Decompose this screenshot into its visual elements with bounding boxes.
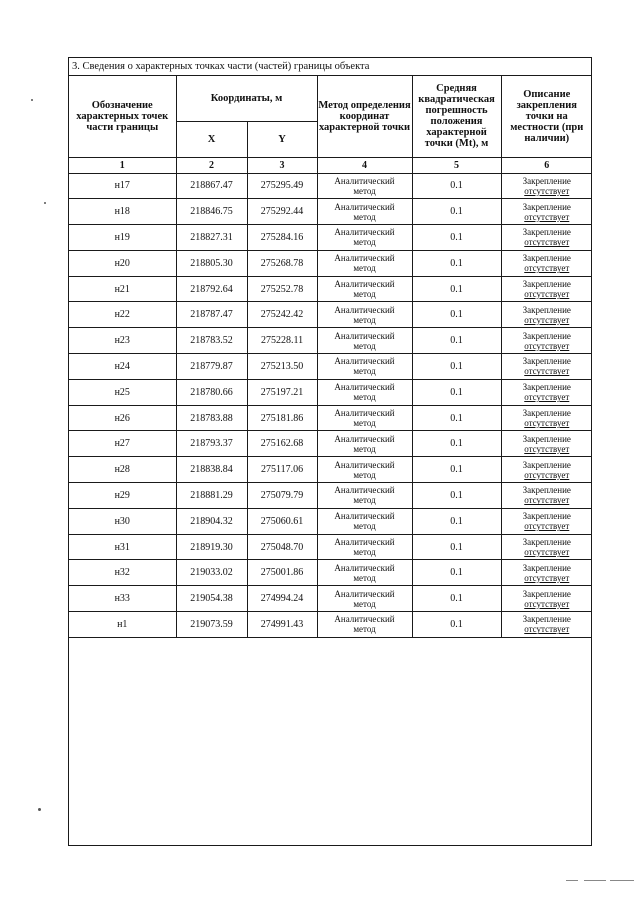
method-text: Аналитический — [334, 459, 395, 470]
description-text: Закрепление — [522, 175, 571, 186]
accuracy-value: 0.1 — [412, 199, 501, 225]
description-text: Закрепление — [522, 537, 571, 548]
point-name: н19 — [69, 225, 176, 251]
description-text: Закрепление — [522, 614, 571, 625]
description-cell — [501, 354, 592, 380]
description-text: Закрепление — [522, 433, 571, 444]
point-name: н28 — [69, 457, 176, 483]
coord-x: 218805.30 — [176, 250, 247, 276]
table-row — [69, 405, 592, 431]
scan-mark — [566, 880, 578, 881]
table-row — [69, 379, 592, 405]
method-text: метод — [353, 392, 376, 403]
scan-speck — [38, 808, 41, 811]
point-name: н23 — [69, 328, 176, 354]
method-text: метод — [353, 598, 376, 609]
method-text: метод — [353, 469, 376, 480]
description-cell — [501, 199, 592, 225]
method-cell — [317, 508, 412, 534]
point-name: н21 — [69, 276, 176, 302]
description-text: отсутствует — [524, 263, 570, 274]
description-text: Закрепление — [522, 253, 571, 264]
document-sheet — [68, 57, 592, 846]
description-cell — [501, 405, 592, 431]
coord-y: 275213.50 — [247, 354, 317, 380]
description-text: отсутствует — [524, 289, 570, 300]
coord-y: 275228.11 — [247, 328, 317, 354]
method-text: метод — [353, 521, 376, 532]
coord-y: 275001.86 — [247, 560, 317, 586]
description-text: Закрепление — [522, 227, 571, 238]
method-cell — [317, 431, 412, 457]
description-text: Закрепление — [522, 356, 571, 367]
header-point-designation: Обозначение характерных точек части границы — [69, 76, 176, 157]
method-cell — [317, 379, 412, 405]
description-text: Закрепление — [522, 588, 571, 599]
coord-x: 219033.02 — [176, 560, 247, 586]
coord-y: 275252.78 — [247, 276, 317, 302]
description-cell — [501, 328, 592, 354]
coord-y: 275060.61 — [247, 508, 317, 534]
point-name: н1 — [69, 612, 176, 638]
description-text: Закрепление — [522, 304, 571, 315]
accuracy-value: 0.1 — [412, 405, 501, 431]
method-text: Аналитический — [334, 227, 395, 238]
point-name: н17 — [69, 173, 176, 199]
description-text: Закрепление — [522, 562, 571, 573]
accuracy-value: 0.1 — [412, 173, 501, 199]
table-row — [69, 199, 592, 225]
description-text: отсутствует — [524, 624, 570, 635]
point-name: н27 — [69, 431, 176, 457]
table-row — [69, 560, 592, 586]
description-text: Закрепление — [522, 485, 571, 496]
table-row — [69, 586, 592, 612]
description-text: Закрепление — [522, 408, 571, 419]
point-name: н33 — [69, 586, 176, 612]
method-cell — [317, 405, 412, 431]
scan-speck — [44, 202, 46, 204]
scan-mark — [584, 880, 606, 881]
coord-x: 218783.88 — [176, 405, 247, 431]
method-text: Аналитический — [334, 175, 395, 186]
accuracy-value: 0.1 — [412, 560, 501, 586]
description-cell — [501, 586, 592, 612]
scan-speck — [31, 99, 33, 101]
boundary-points-table — [69, 76, 592, 845]
empty-area — [69, 637, 592, 845]
table-row — [69, 302, 592, 328]
method-text: метод — [353, 547, 376, 558]
column-number: 1 — [69, 157, 176, 173]
coord-y: 275292.44 — [247, 199, 317, 225]
method-cell — [317, 199, 412, 225]
method-cell — [317, 534, 412, 560]
coord-x: 218779.87 — [176, 354, 247, 380]
description-text: отсутствует — [524, 366, 570, 377]
method-cell — [317, 276, 412, 302]
point-name: н24 — [69, 354, 176, 380]
coord-x: 218787.47 — [176, 302, 247, 328]
coord-y: 275197.21 — [247, 379, 317, 405]
point-name: н18 — [69, 199, 176, 225]
method-text: метод — [353, 418, 376, 429]
method-text: метод — [353, 263, 376, 274]
method-text: Аналитический — [334, 408, 395, 419]
accuracy-value: 0.1 — [412, 431, 501, 457]
accuracy-value: 0.1 — [412, 457, 501, 483]
coord-y: 274994.24 — [247, 586, 317, 612]
table-row — [69, 534, 592, 560]
description-text: отсутствует — [524, 185, 570, 196]
method-text: Аналитический — [334, 253, 395, 264]
accuracy-value: 0.1 — [412, 328, 501, 354]
coord-y: 275181.86 — [247, 405, 317, 431]
method-cell — [317, 560, 412, 586]
table-row — [69, 354, 592, 380]
section-caption: 3. Сведения о характерных точках части (частей) границы объекта — [69, 58, 591, 76]
description-cell — [501, 250, 592, 276]
method-cell — [317, 302, 412, 328]
table-row — [69, 483, 592, 509]
point-name: н20 — [69, 250, 176, 276]
method-cell — [317, 612, 412, 638]
table-row — [69, 508, 592, 534]
column-numbers-row — [69, 157, 592, 173]
table-row — [69, 328, 592, 354]
method-text: Аналитический — [334, 537, 395, 548]
table-row — [69, 612, 592, 638]
header-x: X — [176, 121, 247, 157]
accuracy-value: 0.1 — [412, 302, 501, 328]
description-text: отсутствует — [524, 392, 570, 403]
method-cell — [317, 225, 412, 251]
coord-x: 218792.64 — [176, 276, 247, 302]
description-cell — [501, 225, 592, 251]
accuracy-value: 0.1 — [412, 225, 501, 251]
coord-y: 275242.42 — [247, 302, 317, 328]
description-cell — [501, 431, 592, 457]
coord-x: 219073.59 — [176, 612, 247, 638]
description-cell — [501, 173, 592, 199]
description-cell — [501, 534, 592, 560]
column-number: 3 — [247, 157, 317, 173]
column-number: 6 — [501, 157, 592, 173]
header-coordinates: Координаты, м — [176, 76, 317, 121]
description-text: Закрепление — [522, 279, 571, 290]
method-text: Аналитический — [334, 201, 395, 212]
method-text: метод — [353, 237, 376, 248]
header-y: Y — [247, 121, 317, 157]
method-cell — [317, 483, 412, 509]
method-text: метод — [353, 289, 376, 300]
method-text: метод — [353, 340, 376, 351]
point-name: н22 — [69, 302, 176, 328]
description-text: отсутствует — [524, 340, 570, 351]
method-cell — [317, 173, 412, 199]
description-cell — [501, 302, 592, 328]
coord-x: 218904.32 — [176, 508, 247, 534]
description-text: Закрепление — [522, 330, 571, 341]
description-text: отсутствует — [524, 211, 570, 222]
description-cell — [501, 560, 592, 586]
accuracy-value: 0.1 — [412, 379, 501, 405]
coord-x: 218838.84 — [176, 457, 247, 483]
coord-x: 218867.47 — [176, 173, 247, 199]
description-text: отсутствует — [524, 572, 570, 583]
method-text: метод — [353, 366, 376, 377]
coord-y: 275268.78 — [247, 250, 317, 276]
accuracy-value: 0.1 — [412, 612, 501, 638]
method-text: метод — [353, 443, 376, 454]
table-row — [69, 431, 592, 457]
method-cell — [317, 250, 412, 276]
method-cell — [317, 457, 412, 483]
description-cell — [501, 379, 592, 405]
description-text: Закрепление — [522, 459, 571, 470]
method-text: Аналитический — [334, 485, 395, 496]
method-text: Аналитический — [334, 562, 395, 573]
description-text: отсутствует — [524, 469, 570, 480]
accuracy-value: 0.1 — [412, 250, 501, 276]
coord-x: 218783.52 — [176, 328, 247, 354]
description-cell — [501, 483, 592, 509]
method-text: метод — [353, 314, 376, 325]
method-text: Аналитический — [334, 433, 395, 444]
point-name: н25 — [69, 379, 176, 405]
description-text: отсутствует — [524, 495, 570, 506]
accuracy-value: 0.1 — [412, 534, 501, 560]
coord-y: 275295.49 — [247, 173, 317, 199]
method-text: Аналитический — [334, 614, 395, 625]
method-cell — [317, 586, 412, 612]
coord-x: 219054.38 — [176, 586, 247, 612]
description-text: отсутствует — [524, 443, 570, 454]
method-text: метод — [353, 572, 376, 583]
header-description: Описание закрепления точки на местности (при наличии) — [501, 76, 592, 157]
method-text: Аналитический — [334, 279, 395, 290]
point-name: н30 — [69, 508, 176, 534]
description-text: отсутствует — [524, 237, 570, 248]
table-row — [69, 173, 592, 199]
accuracy-value: 0.1 — [412, 276, 501, 302]
point-name: н32 — [69, 560, 176, 586]
coord-x: 218827.31 — [176, 225, 247, 251]
point-name: н26 — [69, 405, 176, 431]
method-text: Аналитический — [334, 356, 395, 367]
method-text: Аналитический — [334, 511, 395, 522]
description-text: отсутствует — [524, 521, 570, 532]
description-cell — [501, 508, 592, 534]
coord-y: 275079.79 — [247, 483, 317, 509]
coord-y: 274991.43 — [247, 612, 317, 638]
header-method: Метод определения координат характерной точки — [317, 76, 412, 157]
table-row — [69, 225, 592, 251]
accuracy-value: 0.1 — [412, 483, 501, 509]
point-name: н31 — [69, 534, 176, 560]
description-text: отсутствует — [524, 314, 570, 325]
description-cell — [501, 276, 592, 302]
header-accuracy: Средняя квадратическая погрешность положения характерной точки (Mt), м — [412, 76, 501, 157]
description-text: отсутствует — [524, 598, 570, 609]
table-row — [69, 250, 592, 276]
point-name: н29 — [69, 483, 176, 509]
coord-y: 275162.68 — [247, 431, 317, 457]
table-row — [69, 457, 592, 483]
description-cell — [501, 457, 592, 483]
description-text: отсутствует — [524, 418, 570, 429]
description-text: Закрепление — [522, 511, 571, 522]
method-text: метод — [353, 624, 376, 635]
coord-x: 218881.29 — [176, 483, 247, 509]
table-row — [69, 276, 592, 302]
method-text: Аналитический — [334, 304, 395, 315]
column-number: 2 — [176, 157, 247, 173]
description-text: Закрепление — [522, 382, 571, 393]
coord-x: 218780.66 — [176, 379, 247, 405]
method-text: метод — [353, 211, 376, 222]
description-text: отсутствует — [524, 547, 570, 558]
coord-y: 275284.16 — [247, 225, 317, 251]
column-number: 4 — [317, 157, 412, 173]
method-text: Аналитический — [334, 330, 395, 341]
description-cell — [501, 612, 592, 638]
accuracy-value: 0.1 — [412, 354, 501, 380]
method-cell — [317, 354, 412, 380]
method-text: Аналитический — [334, 588, 395, 599]
method-text: метод — [353, 495, 376, 506]
scan-mark — [610, 880, 634, 881]
method-text: Аналитический — [334, 382, 395, 393]
coord-x: 218846.75 — [176, 199, 247, 225]
coord-y: 275117.06 — [247, 457, 317, 483]
coord-x: 218919.30 — [176, 534, 247, 560]
description-text: Закрепление — [522, 201, 571, 212]
column-number: 5 — [412, 157, 501, 173]
method-text: метод — [353, 185, 376, 196]
method-cell — [317, 328, 412, 354]
coord-x: 218793.37 — [176, 431, 247, 457]
coord-y: 275048.70 — [247, 534, 317, 560]
accuracy-value: 0.1 — [412, 586, 501, 612]
accuracy-value: 0.1 — [412, 508, 501, 534]
